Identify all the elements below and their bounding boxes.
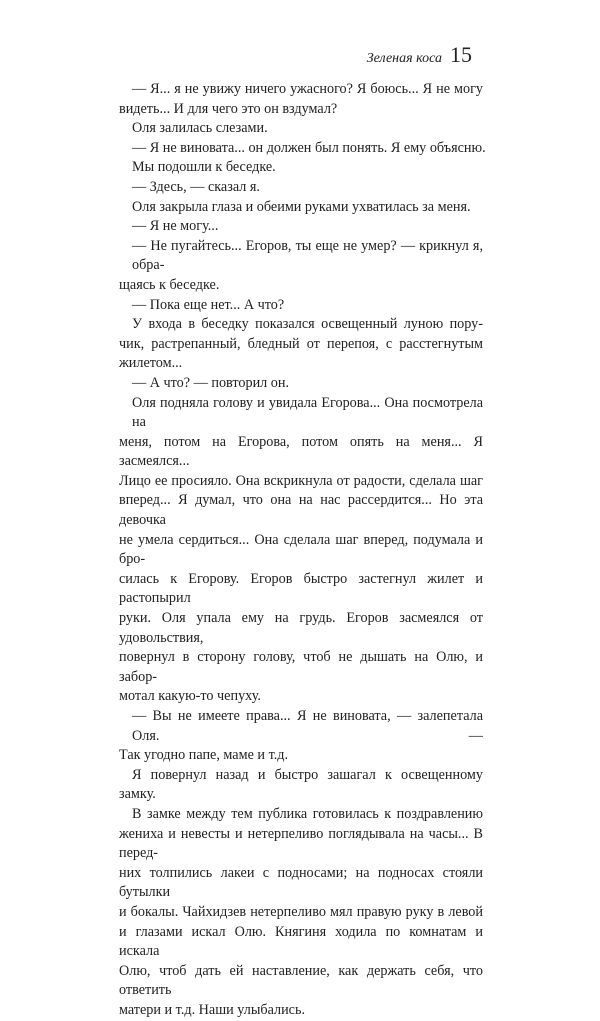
text-line: — Я... я не увижу ничего ужасного? Я боюсь... Я не могу <box>132 81 483 97</box>
running-title: Зеленая коса <box>366 51 442 66</box>
text-line: не умела сердиться... Она сделала шаг вперед, подумала и бро- <box>119 531 483 568</box>
page-header <box>367 42 472 68</box>
text-line: жилетом... <box>119 355 183 372</box>
page-number: 15 <box>450 42 472 67</box>
text-line: и бокалы. Чайхидзев нетерпеливо мял правую руку в левой <box>119 903 483 920</box>
text-line: вперед... Я думал, что она на нас рассердится... Но эта девочка <box>119 492 483 529</box>
text-line: Мы подошли к беседке. <box>132 159 276 176</box>
text-line: и глазами искал Олю. Княгиня ходила по комнатам и искала <box>119 923 483 960</box>
text-line: В замке между тем публика готовилась к поздравлению <box>132 805 483 822</box>
text-line: руки. Оля упала ему на грудь. Егоров засмеялся от удовольствия, <box>119 610 483 646</box>
text-line: — Пока еще нет... А что? <box>132 296 285 313</box>
text-line: Лицо ее просияло. Она вскрикнула от радости, сделала шаг <box>119 472 483 489</box>
text-line: щаясь к беседке. <box>119 276 220 293</box>
text-line: — Не пугайтесь... Егоров, ты еще не умер? — крикнул я, обра- <box>132 237 483 274</box>
text-line: чик, растрепанный, бледный от перепоя, с расстегнутым <box>119 335 483 352</box>
text-line: них толпились лакеи с подносами; на подносах стояли бутылки <box>119 864 483 901</box>
body-text <box>119 80 486 1021</box>
text-line: — А что? — повторил он. <box>132 374 290 391</box>
text-line: — Я не виновата... он должен был понять. Я ему объясню. <box>132 139 486 156</box>
text-line: — Я не могу... <box>132 218 219 235</box>
text-line: силась к Егорову. Егоров быстро застегнул жилет и растопырил <box>119 570 483 607</box>
text-line: Оля закрыла глаза и обеими руками ухватилась за меня. <box>132 198 471 215</box>
text-line: — Вы не имеете права... Я не виновата, — залепетала Оля. — <box>132 708 483 744</box>
text-line: замку. <box>119 786 156 803</box>
text-line: Я повернул назад и быстро зашагал к освещенному <box>132 766 483 783</box>
text-line: Оля подняла голову и увидала Егорова... Она посмотрела на <box>132 394 483 431</box>
text-line: — Здесь, — сказал я. <box>132 178 260 195</box>
text-line: матери и т.д. Наши улыбались. <box>119 1001 305 1018</box>
text-line: повернул в сторону голову, чтоб не дышать на Олю, и забор- <box>119 649 483 685</box>
text-line: Так угодно папе, маме и т.д. <box>119 747 289 764</box>
text-line: У входа в беседку показался освещенный луною пору- <box>132 316 483 333</box>
text-line: Олю, чтоб дать ей наставление, как держать себя, что ответить <box>119 962 483 999</box>
text-line: меня, потом на Егорова, потом опять на меня... Я засмеялся... <box>119 433 483 470</box>
text-line: видеть... И для чего это он вздумал? <box>119 100 338 117</box>
text-line: мотал какую-то чепуху. <box>119 688 261 705</box>
text-line: жениха и невесты и нетерпеливо поглядывала на часы... В перед- <box>119 825 483 862</box>
text-line: Оля залилась слезами. <box>132 120 268 137</box>
